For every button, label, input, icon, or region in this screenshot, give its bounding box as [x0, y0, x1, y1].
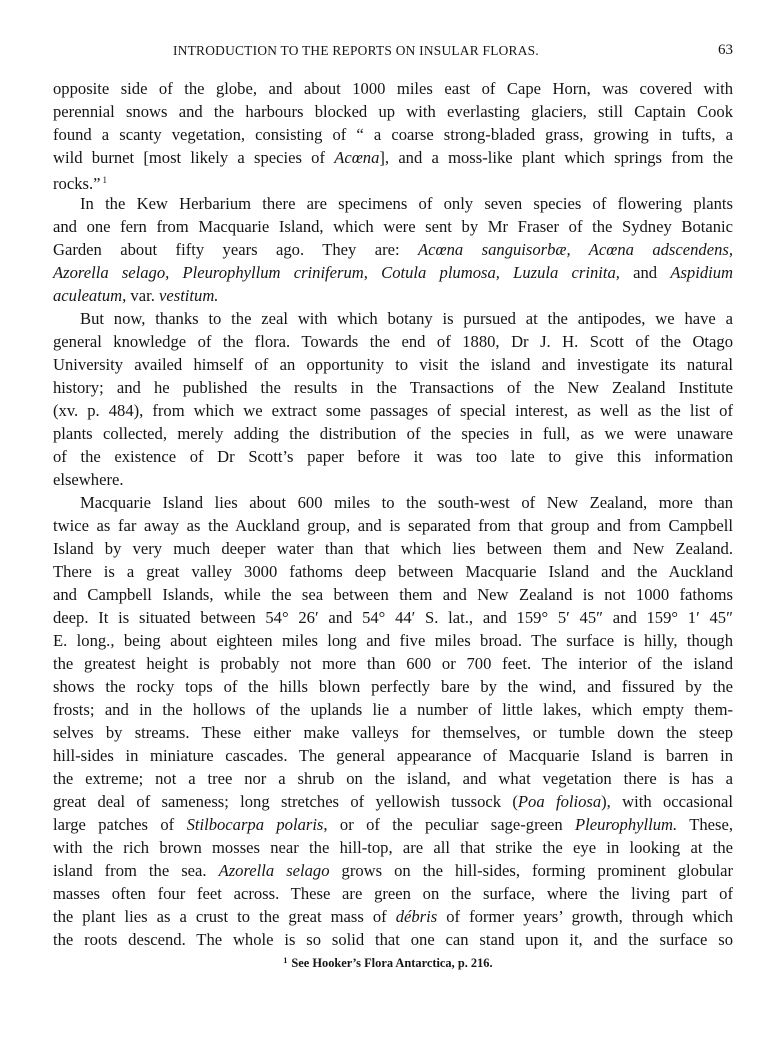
text-line: [53, 606, 733, 629]
text-run: wild burnet [most likely a species of: [53, 148, 335, 167]
text-line: [53, 238, 733, 261]
text-run: the greatest height is probably not more than 600 or 700 feet. The interior of the island: [53, 654, 733, 673]
text-run: twice as far away as the Auckland group, and is separated from that group and from Campbell: [53, 516, 733, 535]
text-run: shows the rocky tops of the hills blown perfectly bare by the wind, and fissured by the: [53, 677, 733, 696]
italic-term: Azorella selago, Pleurophyllum criniferum, Cotula plumosa, Luzula crinita,: [53, 263, 620, 282]
text-run: There is a great valley 3000 fathoms deep between Macquarie Island and the Auckland: [53, 562, 733, 581]
text-run: deep. It is situated between 54° 26′ and 54° 44′ S. lat., and 159° 5′ 45″ and 159° 1′ 45″: [53, 608, 733, 627]
text-run: with the rich brown mosses near the hill-top, are all that strike the eye in looking at the: [53, 838, 733, 857]
text-line: [53, 353, 733, 376]
text-line: [53, 284, 733, 307]
text-line: [53, 146, 733, 169]
text-line: [53, 859, 733, 882]
text-run: rocks.”: [53, 174, 101, 193]
text-run: frosts; and in the hollows of the uplands lie a number of little lakes, which empty them-: [53, 700, 733, 719]
text-line: [53, 583, 733, 606]
paragraph: [53, 307, 733, 491]
text-run: the roots descend. The whole is so solid that one can stand upon it, and the surface so: [53, 930, 733, 949]
text-line: [53, 905, 733, 928]
text-line: [53, 629, 733, 652]
text-line: [53, 537, 733, 560]
text-line: [53, 422, 733, 445]
paragraph: [53, 491, 733, 951]
text-line: [53, 813, 733, 836]
footnote-text: See Hooker’s Flora Antarctica, p. 216.: [291, 956, 493, 970]
text-run: But now, thanks to the zeal with which botany is pursued at the antipodes, we have a: [80, 309, 733, 328]
italic-term: vestitum.: [159, 286, 219, 305]
text-line: [53, 468, 733, 491]
text-run: masses often four feet across. These are green on the surface, where the living part of: [53, 884, 733, 903]
text-run: University availed himself of an opportunity to visit the island and investigate its natural: [53, 355, 733, 374]
italic-term: Stilbocarpa polaris: [186, 815, 324, 834]
text-run: Macquarie Island lies about 600 miles to the south-west of New Zealand, more than: [80, 493, 733, 512]
running-head: [53, 43, 733, 61]
text-run: grows on the hill-sides, forming prominent globular: [329, 861, 733, 880]
text-run: Island by very much deeper water than that which lies between them and New Zealand.: [53, 539, 733, 558]
text-run: general knowledge of the flora. Towards the end of 1880, Dr J. H. Scott of the Otago: [53, 332, 733, 351]
text-run: ), with occasional: [601, 792, 733, 811]
text-run: E. long., being about eighteen miles long and five miles broad. The surface is hilly, though: [53, 631, 733, 650]
text-line: [53, 77, 733, 100]
footnote-marker: 1: [283, 956, 288, 965]
text-line: [53, 123, 733, 146]
text-line: [53, 169, 733, 192]
text-run: perennial snows and the harbours blocked up with everlasting glaciers, still Captain Cook: [53, 102, 733, 121]
text-line: [53, 376, 733, 399]
text-run: (xv. p. 484), from which we extract some passages of special interest, as well as the list of: [53, 401, 733, 420]
text-run: large patches of: [53, 815, 187, 834]
running-title: INTRODUCTION TO THE REPORTS ON INSULAR FLORAS.: [173, 43, 539, 58]
text-run: history; and he published the results in the Transactions of the New Zealand Institute: [53, 378, 733, 397]
text-run: the extreme; not a tree nor a shrub on the island, and what vegetation there is has a: [53, 769, 733, 788]
text-run: the plant lies as a crust to the great mass of: [53, 907, 396, 926]
paragraph: [53, 77, 733, 192]
italic-term: Acœna sanguisorbæ, Acœna adscendens,: [418, 240, 733, 259]
text-line: [53, 100, 733, 123]
text-run: plants collected, merely adding the distribution of the species in full, as we were unaware: [53, 424, 733, 443]
text-line: [53, 399, 733, 422]
text-line: [53, 721, 733, 744]
text-run: great deal of sameness; long stretches of yellowish tussock (: [53, 792, 518, 811]
text-line: [53, 882, 733, 905]
text-line: [53, 744, 733, 767]
italic-term: Azorella selago: [218, 861, 330, 880]
text-line: [53, 307, 733, 330]
footnote-reference: 1: [102, 175, 107, 185]
footnote: [0, 956, 776, 971]
text-line: [53, 514, 733, 537]
italic-term: Acœna: [334, 148, 380, 167]
text-line: [53, 491, 733, 514]
text-line: [53, 836, 733, 859]
text-line: [53, 790, 733, 813]
italic-term: Poa foliosa: [517, 792, 602, 811]
text-line: [53, 192, 733, 215]
text-run: and Campbell Islands, while the sea between them and New Zealand is not 1000 fathoms: [53, 585, 733, 604]
text-run: elsewhere.: [53, 470, 124, 489]
italic-term: aculeatum: [53, 286, 123, 305]
text-line: [53, 767, 733, 790]
text-run: of the existence of Dr Scott’s paper before it was too late to give this information: [53, 447, 733, 466]
text-line: [53, 698, 733, 721]
text-run: of former years’ growth, through which: [437, 907, 733, 926]
italic-term: Pleurophyllum.: [575, 815, 678, 834]
text-line: [53, 652, 733, 675]
body-text: [53, 77, 733, 951]
italic-term: Aspidium: [670, 263, 734, 282]
text-line: [53, 215, 733, 238]
text-run: In the Kew Herbarium there are specimens of only seven species of flowering plants: [80, 194, 733, 213]
text-run: ], and a moss-like plant which springs from the: [379, 148, 734, 167]
text-run: and one fern from Macquarie Island, which were sent by Mr Fraser of the Sydney Botanic: [53, 217, 733, 236]
text-run: Garden about fifty years ago. They are:: [53, 240, 419, 259]
paragraph: [53, 192, 733, 307]
page-number: 63: [718, 42, 733, 58]
text-run: hill-sides in miniature cascades. The general appearance of Macquarie Island is barren in: [53, 746, 733, 765]
text-run: and: [619, 263, 671, 282]
text-run: , or of the peculiar sage-green: [323, 815, 575, 834]
text-run: opposite side of the globe, and about 1000 miles east of Cape Horn, was covered with: [53, 79, 733, 98]
italic-term: débris: [395, 907, 438, 926]
text-line: [53, 928, 733, 951]
text-run: selves by streams. These either make valleys for themselves, or tumble down the steep: [53, 723, 733, 742]
text-line: [53, 445, 733, 468]
text-line: [53, 261, 733, 284]
text-line: [53, 560, 733, 583]
text-run: found a scanty vegetation, consisting of “ a coarse strong-bladed grass, growing in tufts, a: [53, 125, 733, 144]
text-line: [53, 675, 733, 698]
text-run: These,: [677, 815, 733, 834]
text-line: [53, 330, 733, 353]
text-run: island from the sea.: [53, 861, 219, 880]
text-run: , var.: [122, 286, 159, 305]
